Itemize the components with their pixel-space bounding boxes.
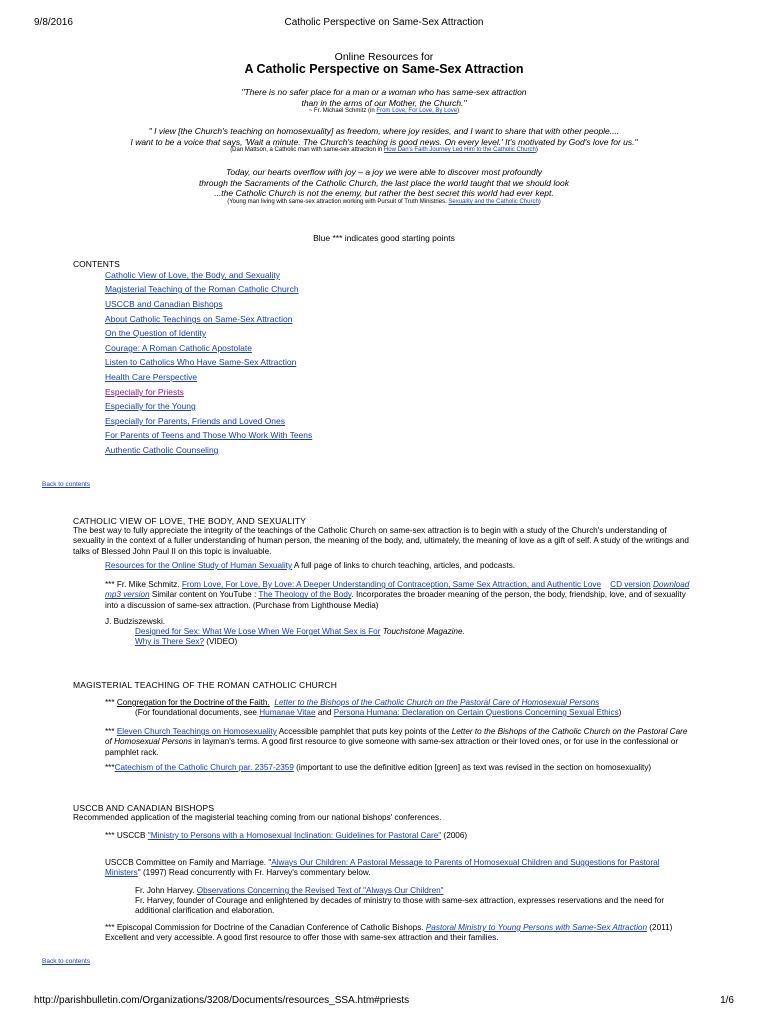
print-page-number: 1/6 bbox=[720, 995, 734, 1006]
section-heading: MAGISTERIAL TEACHING OF THE ROMAN CATHOLIC CHURCH bbox=[73, 680, 338, 690]
resource-item: USCCB Committee on Family and Marriage. "Always Our Children: A Pastoral Message to Parents of Homosexual Children and Suggestions for Pastoral Ministers" (1997) Read concurrently with Fr. Harvey's commentary below. bbox=[105, 858, 660, 878]
resource-link[interactable]: Resources for the Online Study of Human Sexuality bbox=[105, 561, 293, 570]
page-title: A Catholic Perspective on Same-Sex Attraction bbox=[244, 62, 524, 76]
toc-link[interactable]: USCCB and Canadian Bishops bbox=[105, 299, 223, 309]
print-title: Catholic Perspective on Same-Sex Attraction bbox=[284, 17, 484, 28]
resource-item: *** Congregation for the Doctrine of the Faith. Letter to the Bishops of the Catholic Church on the Pastoral Care of Homosexual Persons bbox=[105, 698, 600, 707]
resource-author: J. Budziszewski. bbox=[105, 617, 166, 626]
quote-young-man: Today, our hearts overflow with joy – a joy we were able to discover most profoundly through the Sacraments of the Catholic Church, the last place the world taught that we should look ...the Catholic Church is not the enemy, but rather the best secret this world had ever kept. (Young man living with same-sex attraction working with Pursuit of Truth Ministries. Sexuality and the Catholic Church) bbox=[0, 167, 768, 206]
toc-link[interactable]: Authentic Catholic Counseling bbox=[105, 445, 219, 455]
resource-link[interactable]: Why is There Sex? bbox=[135, 637, 205, 646]
section-heading: USCCB AND CANADIAN BISHOPS bbox=[73, 803, 215, 813]
print-url: http://parishbulletin.com/Organizations/3208/Documents/resources_SSA.htm#priests bbox=[34, 995, 410, 1006]
resource-item: Resources for the Online Study of Human Sexuality A full page of links to church teaching, articles, and podcasts. bbox=[105, 561, 516, 570]
section-heading: CATHOLIC VIEW OF LOVE, THE BODY, AND SEXUALITY bbox=[73, 516, 307, 526]
resource-link[interactable]: CD version bbox=[610, 580, 651, 589]
toc-link[interactable]: Listen to Catholics Who Have Same-Sex Attraction bbox=[105, 357, 297, 367]
toc-link[interactable]: On the Question of Identity bbox=[105, 328, 207, 338]
resource-item: *** Fr. Mike Schmitz. From Love, For Love, By Love: A Deeper Understanding of Contraception, Same Sex Attraction, and Authentic Love CD version Download mp3 version Similar content on YouTube : The Theology of the Body. Incorporates the broader meaning of the person, the body, friendship, love, and of sexuality into a discussion of same-sex attraction. (Purchase from Lighthouse Media) bbox=[105, 580, 690, 610]
toc-link[interactable]: Especially for Priests bbox=[105, 387, 184, 397]
toc-link[interactable]: Especially for Parents, Friends and Loved Ones bbox=[105, 416, 286, 426]
resource-link[interactable]: Designed for Sex: What We Lose When We Forget What Sex is For bbox=[135, 627, 381, 636]
contents-label: CONTENTS bbox=[73, 259, 120, 269]
resource-item: *** Eleven Church Teachings on Homosexuality Accessible pamphlet that puts key points of the Letter to the Bishops of the Catholic Church on the Pastoral Care of Homosexual Persons in layman's terms. A good first resource to give someone with same-sex attraction or their loved ones, or for use in the confessional or pamphlet rack. bbox=[105, 727, 688, 757]
back-to-contents-link[interactable]: Back to contents bbox=[42, 481, 91, 488]
section-intro: Recommended application of the magisterial teaching coming from our national bishops' conferences. bbox=[73, 813, 442, 822]
quote-source: ~ Fr. Michael Schmitz (in From Love, For Love, By Love) bbox=[308, 108, 460, 115]
resource-item: (For foundational documents, see Humanae Vitae and Persona Humana: Declaration on Certain Questions Concerning Sexual Ethics) bbox=[135, 708, 622, 717]
resource-item: ***Catechism of the Catholic Church par. 2357-2359 (important to use the definitive edition [green] as text was revised in the section on homosexuality) bbox=[105, 763, 652, 772]
quote-source: (Dan Mattson, a Catholic man with same-sex attraction in How Dan's Faith Journey Led Him to the Catholic Church) bbox=[230, 147, 538, 154]
resource-item: Fr. John Harvey. Observations Concerning the Revised Text of "Always Our Children" bbox=[135, 886, 444, 895]
section-intro: The best way to fully appreciate the integrity of the teachings of the Catholic Church on same-sex attraction is to begin with a study of the Church's understanding of sexuality in the context of a fuller understanding of human person, the meaning of the body, and, ultimately, the meaning of love as a gift of self. A study of the writings and talks of Blessed John Paul II on this topic is invaluable. bbox=[73, 526, 689, 556]
quote-source: (Young man living with same-sex attraction working with Pursuit of Truth Ministries. Sexuality and the Catholic Church) bbox=[227, 198, 541, 205]
toc-link[interactable]: Health Care Perspective bbox=[105, 372, 198, 382]
resource-link[interactable]: Persona Humana: Declaration on Certain Questions Concerning Sexual Ethics bbox=[333, 708, 619, 717]
resource-link[interactable]: "Ministry to Persons with a Homosexual Inclination: Guidelines for Pastoral Care" bbox=[147, 831, 442, 840]
resource-item: *** Episcopal Commission for Doctrine of the Canadian Conference of Catholic Bishops. Pastoral Ministry to Young Persons with Same-Sex Attraction (2011) Excellent and very accessible. A good first resource to offer those with same-sex attraction and their families. bbox=[105, 923, 673, 943]
toc-link[interactable]: About Catholic Teachings on Same-Sex Attraction bbox=[105, 314, 293, 324]
resource-link[interactable]: Humanae Vitae bbox=[259, 708, 316, 717]
back-to-contents-link[interactable]: Back to contents bbox=[42, 958, 91, 965]
print-date: 9/8/2016 bbox=[34, 17, 73, 28]
resource-link[interactable]: Observations Concerning the Revised Text of "Always Our Children" bbox=[196, 886, 444, 895]
resource-link[interactable]: Catechism of the Catholic Church par. 2357-2359 bbox=[114, 763, 294, 772]
resource-link[interactable]: Pastoral Ministry to Young Persons with Same-Sex Attraction bbox=[425, 923, 648, 932]
link-dan-faith-journey[interactable]: How Dan's Faith Journey Led Him to the Catholic Church bbox=[383, 147, 536, 154]
toc-link[interactable]: Courage: A Roman Catholic Apostolate bbox=[105, 343, 252, 353]
resource-link[interactable]: The Theology of the Body bbox=[258, 590, 352, 600]
toc-link[interactable]: Magisterial Teaching of the Roman Catholic Church bbox=[105, 284, 299, 294]
link-sexuality-catholic-church[interactable]: Sexuality and the Catholic Church bbox=[448, 198, 539, 205]
resource-item: Why is There Sex? (VIDEO) bbox=[135, 637, 238, 646]
quote-schmitz: "There is no safer place for a man or a woman who has same-sex attraction than in the arms of our Mother, the Church." ~ Fr. Michael Schmitz (in From Love, For Love, By Love) bbox=[0, 87, 768, 116]
link-from-love[interactable]: From Love, For Love, By Love bbox=[376, 108, 458, 115]
resource-link[interactable]: From Love, For Love, By Love: A Deeper Understanding of Contraception, Same Sex Attraction, and Authentic Love bbox=[181, 580, 602, 589]
resource-link[interactable]: Congregation for the Doctrine of the Faith. bbox=[116, 698, 270, 707]
subtitle: Online Resources for bbox=[334, 51, 434, 63]
resource-item: Designed for Sex: What We Lose When We Forget What Sex is For Touchstone Magazine. bbox=[135, 627, 465, 636]
resource-link[interactable]: Download mp3 version bbox=[105, 580, 690, 600]
toc-link[interactable]: For Parents of Teens and Those Who Work With Teens bbox=[105, 430, 313, 440]
starting-points-note: Blue *** indicates good starting points bbox=[313, 233, 455, 243]
resource-note: Fr. Harvey, founder of Courage and enlightened by decades of ministry to those with same-sex attraction, expresses reservations and the need for additional clarification and elaboration. bbox=[135, 896, 665, 916]
resource-link[interactable]: Always Our Children: A Pastoral Message to Parents of Homosexual Children and Suggestions for Pastoral Ministers bbox=[105, 858, 660, 878]
quote-mattson: " I view [the Church's teaching on homosexuality] as freedom, where joy resides, and I want to share that with other people.... I want to be a voice that says, 'Wait a minute. The Church's teaching is good news. On every level.' It's motivated by God's love for us." (Dan Mattson, a Catholic man with same-sex attraction in How Dan's Faith Journey Led Him to the Catholic Church) bbox=[0, 126, 768, 155]
resource-link[interactable]: Eleven Church Teachings on Homosexuality bbox=[116, 727, 277, 736]
resource-link[interactable]: Letter to the Bishops of the Catholic Church on the Pastoral Care of Homosexual Persons bbox=[274, 698, 600, 707]
resource-item: *** USCCB "Ministry to Persons with a Homosexual Inclination: Guidelines for Pastoral Care" (2006) bbox=[105, 831, 468, 840]
toc-link[interactable]: Catholic View of Love, the Body, and Sexuality bbox=[105, 270, 280, 280]
toc-link[interactable]: Especially for the Young bbox=[105, 401, 196, 411]
